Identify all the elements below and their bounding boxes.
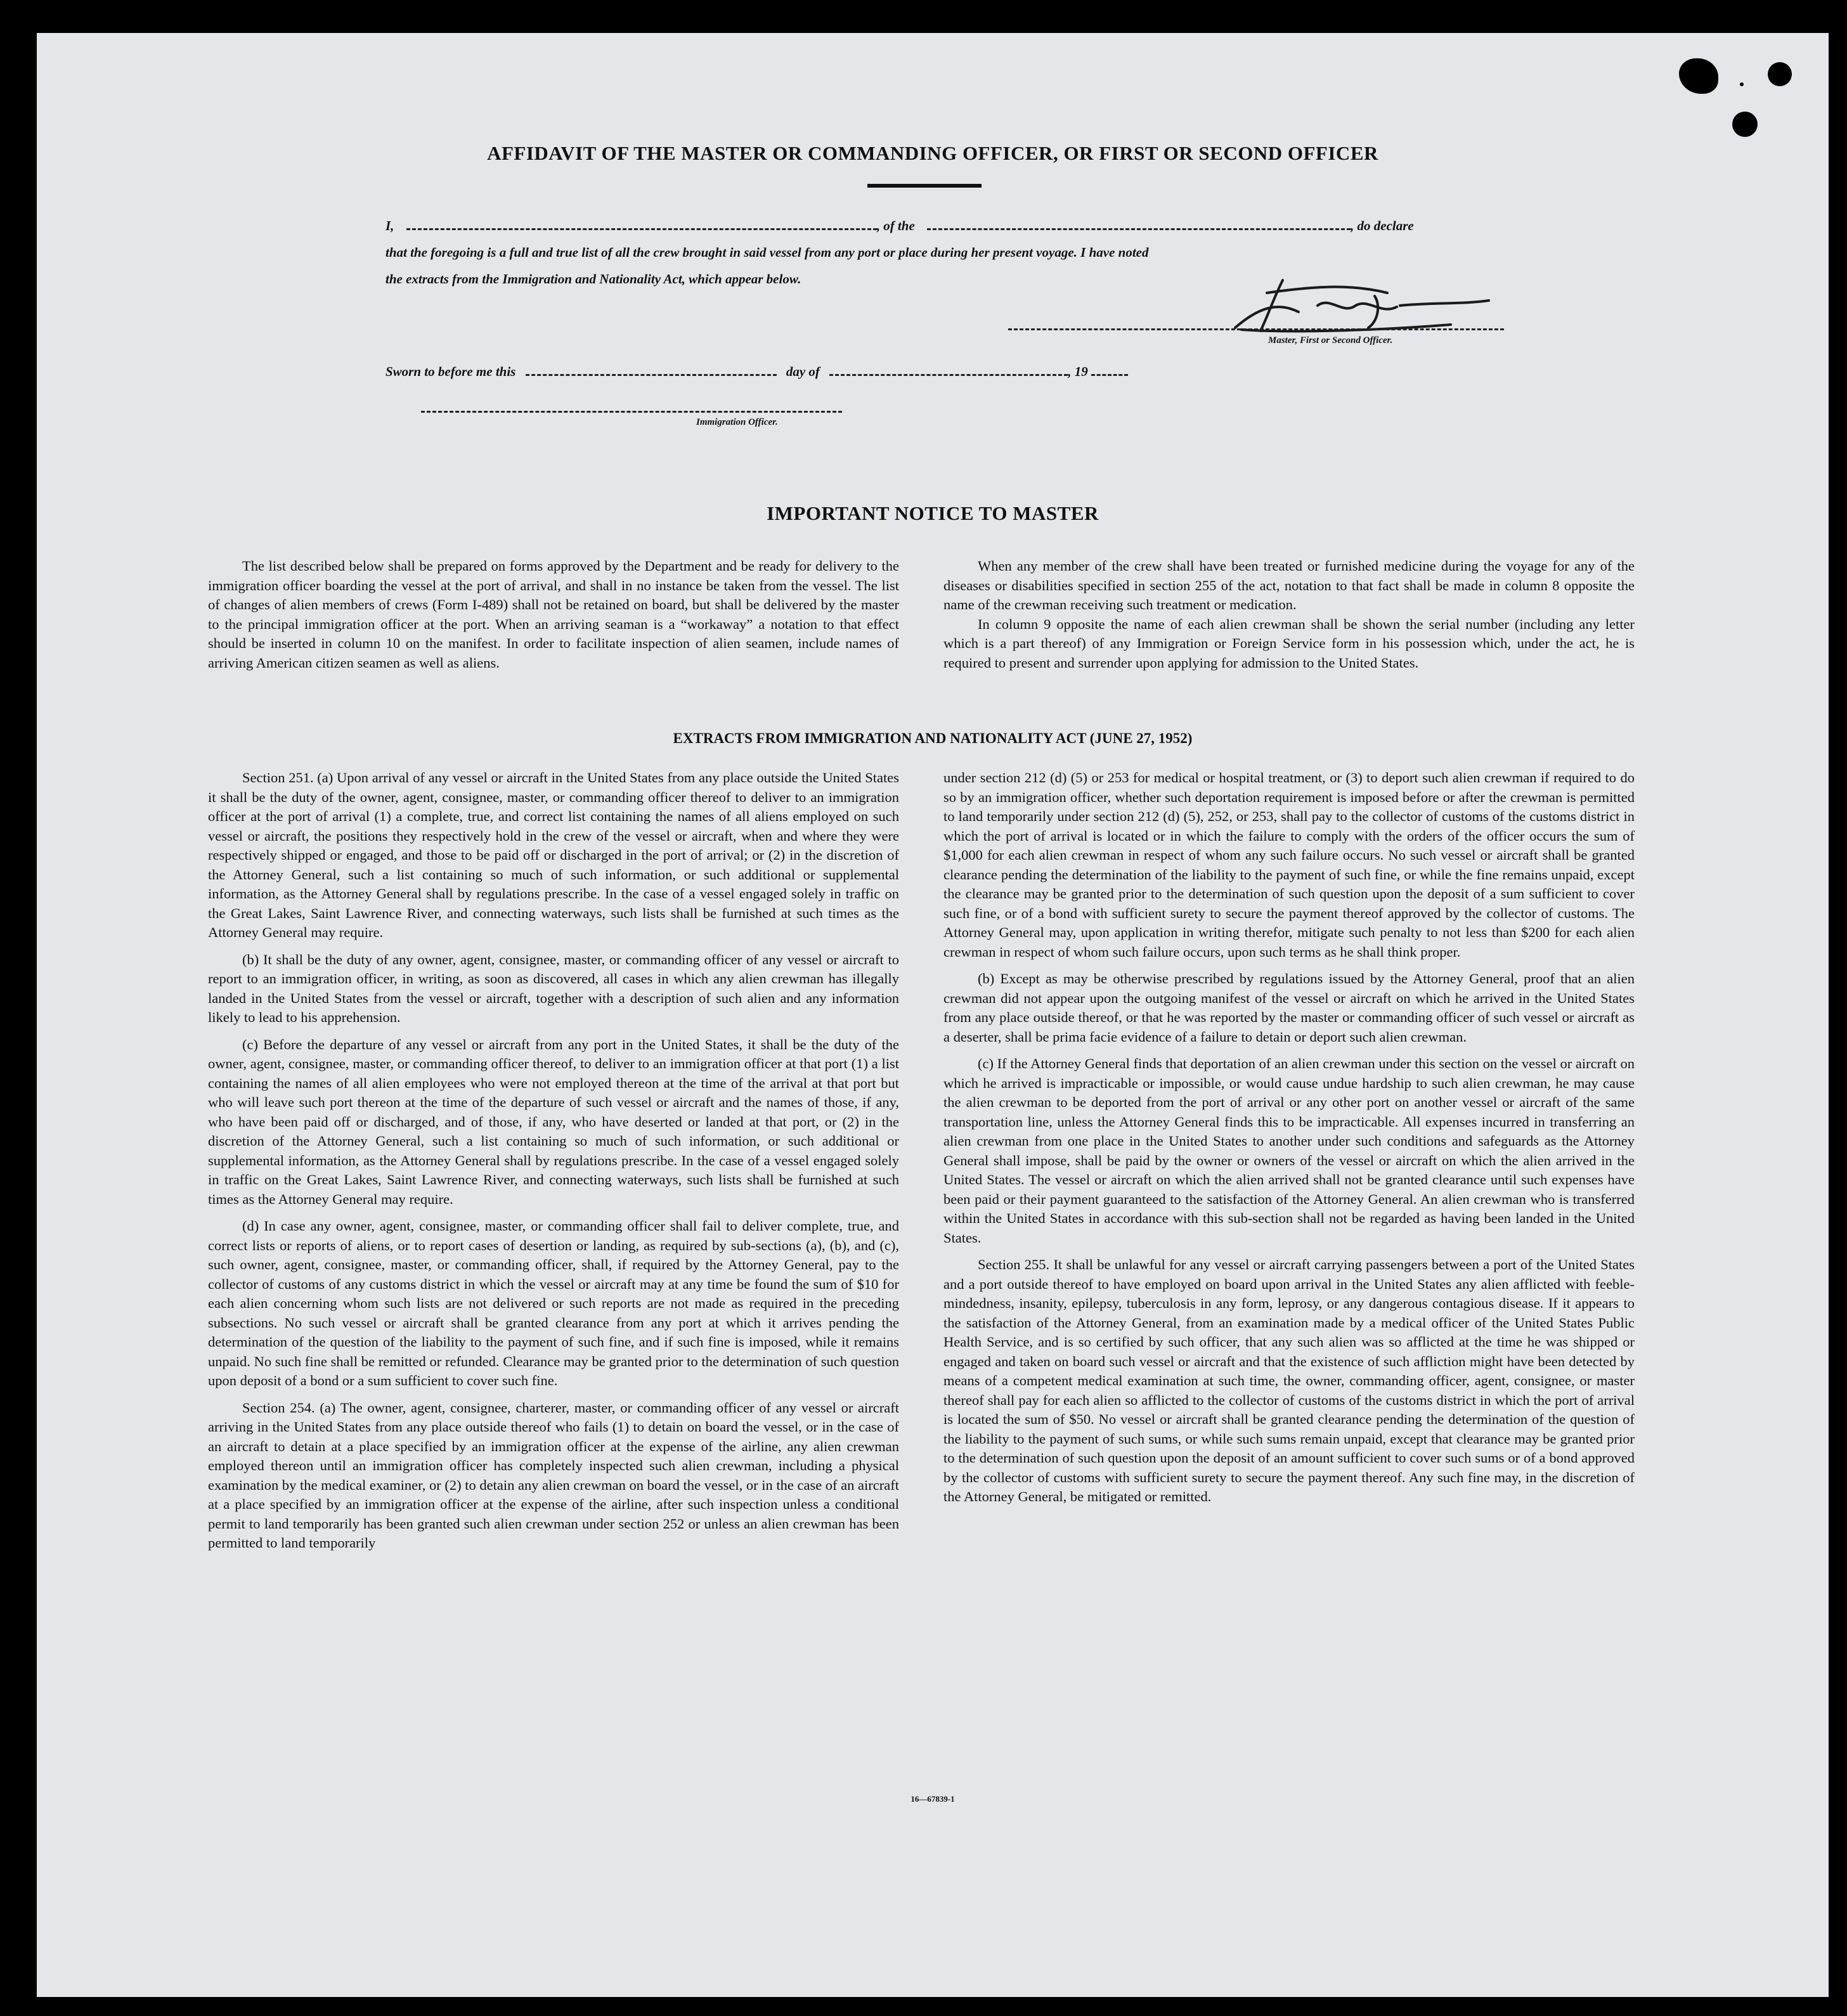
signature-line[interactable] (1008, 328, 1504, 330)
declaration-line-1 (386, 218, 1539, 234)
section-254-b: (b) Except as may be otherwise prescribed by regulations issued by the Attorney General, proof that an alien crewman did not appear upon the outgoing manifest of the vessel or aircraft on which he arrived in the United States from any place outside thereof, or that he was reported by the master or commanding officer of such vessel or aircraft as a deserter, shall be prima facie evidence of a failure to detain or deport such alien crewman. (943, 971, 1635, 1045)
sworn-year-field[interactable] (1091, 364, 1128, 376)
master-signature (1222, 268, 1501, 344)
sworn-prefix: Sworn to before me this (386, 364, 516, 379)
declarant-prefix: I, (386, 218, 394, 233)
sworn-line (386, 364, 1210, 380)
do-declare-label: , do declare (1351, 218, 1414, 233)
declarant-name-field[interactable] (406, 218, 877, 230)
sworn-month-field[interactable] (829, 364, 1068, 376)
declaration-line-2: that the foregoing is a full and true list of all the crew brought in said vessel from any port or place during her present voyage. I have noted (386, 245, 1149, 260)
title-divider (867, 184, 982, 188)
punch-hole-top-right (1768, 62, 1792, 86)
extracts-title: EXTRACTS FROM IMMIGRATION AND NATIONALITY ACT (JUNE 27, 1952) (673, 730, 1193, 746)
extracts-right-column (943, 768, 1635, 1515)
sworn-day-field[interactable] (526, 364, 777, 376)
document-page (37, 33, 1829, 1997)
speck (1740, 82, 1744, 86)
immigration-officer-line[interactable] (421, 411, 842, 413)
section-251-b: (b) It shall be the duty of any owner, agent, consignee, master, or commanding officer of any vessel or aircraft to report to an immigration officer, in writing, as soon as discovered, all cases in which any alien crewman has illegally landed in the United States from the vessel or aircraft, together with a description of such alien and any information likely to lead to his apprehension. (208, 951, 899, 1025)
section-251-c: (c) Before the departure of any vessel or aircraft from any port in the United States, it shall be the duty of the owner, agent, consignee, master, or commanding officer thereof, to deliver to an immigration officer at that port (1) a list containing the names of all alien employees who were not employed thereon at the time of the arrival at that port but who will leave such port thereon at the time of the departure of such vessel or aircraft and the names of those, if any, who have been paid off or discharged, and of those, if any, who have deserted or landed at that port, or (2) in the discretion of the Attorney General, such a list containing so much of such information, or such additional or supplemental information, as the Attorney General shall by regulations prescribe. In the case of a vessel engaged solely in traffic on the Great Lakes, Saint Lawrence River, and connecting waterways, such lists shall be furnished at such times as the Attorney General may require. (208, 1036, 899, 1207)
declaration-line-3: the extracts from the Immigration and Nationality Act, which appear below. (386, 271, 801, 287)
section-251-a: Section 251. (a) Upon arrival of any vessel or aircraft in the United States from any place outside the United States it shall be the duty of the owner, agent, consignee, master, or commanding officer thereof to deliver to an immigration officer at the port of arrival (1) a complete, true, and correct list containing the names of all aliens employed on such vessel or aircraft, the positions they respectively hold in the crew of the vessel or aircraft, when and where they were respectively shipped or engaged, and those to be paid off or discharged in the port of arrival; or (2) in the discretion of the Attorney General, such a list containing so much of such information, or such additional or supplemental information, as the Attorney General shall by regulations prescribe. In the case of a vessel engaged solely in traffic on the Great Lakes, Saint Lawrence River, and connecting waterways, such lists shall be furnished at such times as the Attorney General may require. (208, 770, 899, 940)
notice-left-column (208, 557, 899, 673)
section-254-a: Section 254. (a) The owner, agent, consignee, charterer, master, or commanding officer of any vessel or aircraft arriving in the United States from any place outside thereof who fails (1) to detain on board the vessel, or in the case of an aircraft to detain at a place specified by an immigration officer at the expense of the airline, any alien crewman employed thereon until an immigration officer has completely inspected such alien crewman, including a physical examination by the medical examiner, or (2) to detain any alien crewman on board the vessel, or in the case of an aircraft at a place specified by an immigration officer at the expense of the airline, after such inspection unless a conditional permit to land temporarily has been granted such alien crewman under section 252 or unless an alien crewman has been permitted to land temporarily (208, 1399, 899, 1551)
notice-right-paragraph-2: In column 9 opposite the name of each alien crewman shall be shown the serial number (including any letter which is a part thereof) of any Immigration or Foreign Service form in his possession which, under the act, he is required to present and surrender upon applying for admission to the United States. (943, 616, 1635, 671)
year-label: , 19 (1068, 364, 1088, 379)
notice-right-paragraph-1: When any member of the crew shall have been treated or furnished medicine during the voyage for any of the diseases or disabilities specified in section 255 of the act, notation to that fact shall be made in column 8 opposite the name of the crewman receiving such treatment or medication. (943, 558, 1635, 612)
punch-hole-bottom (1732, 112, 1758, 137)
affidavit-title: AFFIDAVIT OF THE MASTER OR COMMANDING OFFICER, OR FIRST OR SECOND OFFICER (487, 142, 1378, 164)
immigration-officer-caption: Immigration Officer. (696, 417, 778, 427)
section-251-d: (d) In case any owner, agent, consignee, master, or commanding officer shall fail to deliver complete, true, and correct lists or reports of aliens, or to report cases of desertion or landing, as required by sub-sections (a), (b), and (c), such owner, agent, consignee, master, or commanding officer, shall, if required by the Attorney General, pay to the collector of customs of any customs district in which the vessel or aircraft may at any time be found the sum of $10 for each alien concerning whom such lists are not delivered or such reports are not made as required in the preceding subsections. No such vessel or aircraft shall be granted clearance from any port at which it arrives pending the determination of the question of the liability to the payment of such fine, and if such fine is imposed, while it remains unpaid. No such fine shall be remitted or refunded. Clearance may be granted prior to the determination of such question upon deposit of a bond or a sum sufficient to cover such fine. (208, 1218, 899, 1388)
section-254-a-continued: under section 212 (d) (5) or 253 for medical or hospital treatment, or (3) to deport such alien crewman if required to do so by an immigration officer, whether such deportation requirement is imposed before or after the crewman is permitted to land temporarily under section 212 (d) (5), 252, or 253, shall pay to the collector of customs of the customs district in which the port of arrival is located or in which the failure to comply with the orders of the officer occurs the sum of $1,000 for each alien crewman in respect of whom any such failure occurs. No such vessel or aircraft shall be granted clearance pending the determination of the liability to the payment of such fine, or while the fine remains unpaid, except the clearance may be granted prior to the determination of such question upon the deposit of a sum sufficient to cover such fine, or of a bond with sufficient surety to secure the payment thereof approved by the collector of customs. The Attorney General may, upon application in writing therefor, mitigate such penalty to not less than $200 for each alien crewman in respect of whom such failure occurs, upon such terms as he shall think proper. (943, 770, 1635, 960)
punch-hole-top-left (1679, 58, 1718, 94)
notice-left-paragraph: The list described below shall be prepared on forms approved by the Department and be ready for delivery to the immigration officer boarding the vessel at the port of arrival, and shall in no instance be taken from the vessel. The list of changes of alien members of crews (Form I-489) shall not be retained on board, but shall be delivered by the master to the principal immigration officer at the port. When an arriving seaman is a “workaway” a notation to that effect should be inserted in column 10 on the manifest. In order to facilitate inspection of alien seamen, include names of arriving American citizen seamen as well as aliens. (208, 558, 899, 671)
of-the-label: , of the (876, 218, 915, 233)
signature-caption: Master, First or Second Officer. (1268, 335, 1393, 346)
extracts-left-column (208, 768, 899, 1561)
notice-right-column (943, 557, 1635, 673)
notice-title: IMPORTANT NOTICE TO MASTER (767, 502, 1099, 524)
vessel-name-field[interactable] (927, 218, 1351, 230)
section-254-c: (c) If the Attorney General finds that deportation of an alien crewman under this section on the vessel or aircraft on which he arrived is impracticable or impossible, or would cause undue hardship to such alien crewman, he may cause the alien crewman to be deported from the port of arrival or any other port on another vessel or aircraft of the same transportation line, unless the Attorney General finds this to be impracticable. All expenses incurred in transferring an alien crewman from one place in the United States to another under such conditions and safeguards as the Attorney General shall impose, shall be paid by the owner or owners of the vessel or aircraft on which the alien arrived in the United States. The vessel or aircraft on which the alien arrived shall not be granted clearance until such expenses have been paid or their payment guaranteed to the satisfaction of the Attorney General. An alien crewman who is transferred within the United States in accordance with this sub-section shall not be regarded as having been landed in the United States. (943, 1056, 1635, 1246)
section-255: Section 255. It shall be unlawful for any vessel or aircraft carrying passengers between a port of the United States and a port outside thereof to have employed on board upon arrival in the United States any alien afflicted with feeble-mindedness, insanity, epilepsy, tuberculosis in any form, leprosy, or any dangerous contagious disease. If it appears to the satisfaction of the Attorney General, from an examination made by a medical officer of the United States Public Health Service, and is so certified by such officer, that any such alien was so afflicted at the time he was shipped or engaged and taken on board such vessel or aircraft and that the existence of such affliction might have been detected by means of a competent medical examination at such time, the owner, commanding officer, agent, consignee, or master thereof shall pay for each alien so afflicted to the collector of customs of the customs district in which the port of arrival is located the sum of $50. No vessel or aircraft shall be granted clearance pending the determination of the question of the liability to the payment of such sums, or while such sums remain unpaid, except that clearance may be granted prior to the determination of such question upon the deposit of an amount sufficient to cover such sums or of a bond approved by the collector of customs with sufficient surety to secure the payment thereof. Any such fine may, in the discretion of the Attorney General, be mitigated or remitted. (943, 1257, 1635, 1504)
form-number: 16—67839-1 (911, 1794, 955, 1804)
day-of-label: day of (786, 364, 820, 379)
